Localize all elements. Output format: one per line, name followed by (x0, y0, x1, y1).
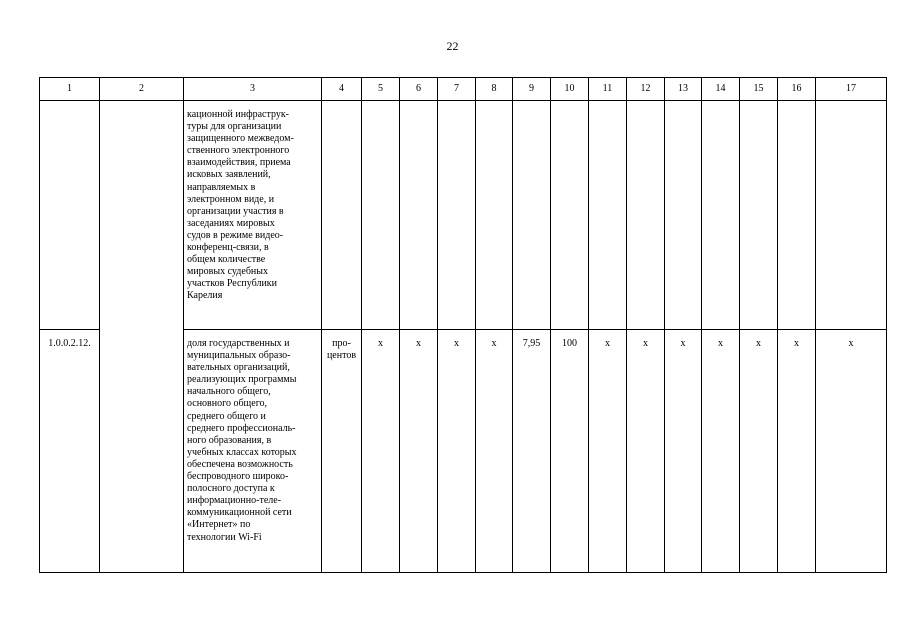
column-header: 6 (400, 78, 438, 101)
value-cell: 7,95 (513, 330, 551, 573)
table-row (40, 101, 887, 330)
value-cell (778, 101, 816, 330)
column-header: 17 (816, 78, 887, 101)
column-header: 1 (40, 78, 100, 101)
column-header: 11 (589, 78, 627, 101)
column-header: 13 (665, 78, 702, 101)
value-cell: х (627, 330, 665, 573)
page-number: 22 (446, 39, 459, 53)
row-description: доля государственных и муниципальных образо- вательных организаций, реализующих программы начального общего, основного общего, среднего общего и среднего профессиональ- ного образования, в учебных классах которых обеспечена возможность беспроводного широко- полосного доступа к информационно-теле- коммуникационной сети «Интернет» по технологии Wi-Fi (184, 330, 322, 573)
column-header: 3 (184, 78, 322, 101)
indicators-table (39, 77, 887, 573)
header-row (40, 78, 887, 101)
value-cell: х (702, 330, 740, 573)
value-cell (513, 101, 551, 330)
column-header: 4 (322, 78, 362, 101)
row-description: кационной инфраструк- туры для организации защищенного межведом- ственного электронного взаимодействия, приема исковых заявлений, направляемых в электронном виде, и организации участия в заседаниях мировых судов в режиме видео- конференц-связи, в общем количестве мировых судебных участков Республики Карелия (184, 101, 322, 330)
column-header: 8 (476, 78, 513, 101)
value-cell: х (438, 330, 476, 573)
row-unit: про- центов (322, 330, 362, 573)
column-header: 16 (778, 78, 816, 101)
column-header: 15 (740, 78, 778, 101)
column-header: 5 (362, 78, 400, 101)
row-code (40, 101, 100, 330)
value-cell: х (400, 330, 438, 573)
value-cell (438, 101, 476, 330)
value-cell (362, 101, 400, 330)
value-cell (400, 101, 438, 330)
value-cell (702, 101, 740, 330)
column-header: 9 (513, 78, 551, 101)
row-unit (322, 101, 362, 330)
value-cell: х (589, 330, 627, 573)
column-header: 10 (551, 78, 589, 101)
value-cell (627, 101, 665, 330)
value-cell (476, 101, 513, 330)
value-cell (740, 101, 778, 330)
value-cell: х (740, 330, 778, 573)
row-code: 1.0.0.2.12. (40, 330, 100, 573)
value-cell (816, 101, 887, 330)
value-cell (551, 101, 589, 330)
value-cell: х (816, 330, 887, 573)
value-cell: х (476, 330, 513, 573)
value-cell (665, 101, 702, 330)
column-header: 7 (438, 78, 476, 101)
column-2-cell (100, 101, 184, 573)
column-header: 2 (100, 78, 184, 101)
value-cell: х (362, 330, 400, 573)
value-cell: х (665, 330, 702, 573)
column-header: 14 (702, 78, 740, 101)
value-cell (589, 101, 627, 330)
value-cell: х (778, 330, 816, 573)
value-cell: 100 (551, 330, 589, 573)
column-header: 12 (627, 78, 665, 101)
